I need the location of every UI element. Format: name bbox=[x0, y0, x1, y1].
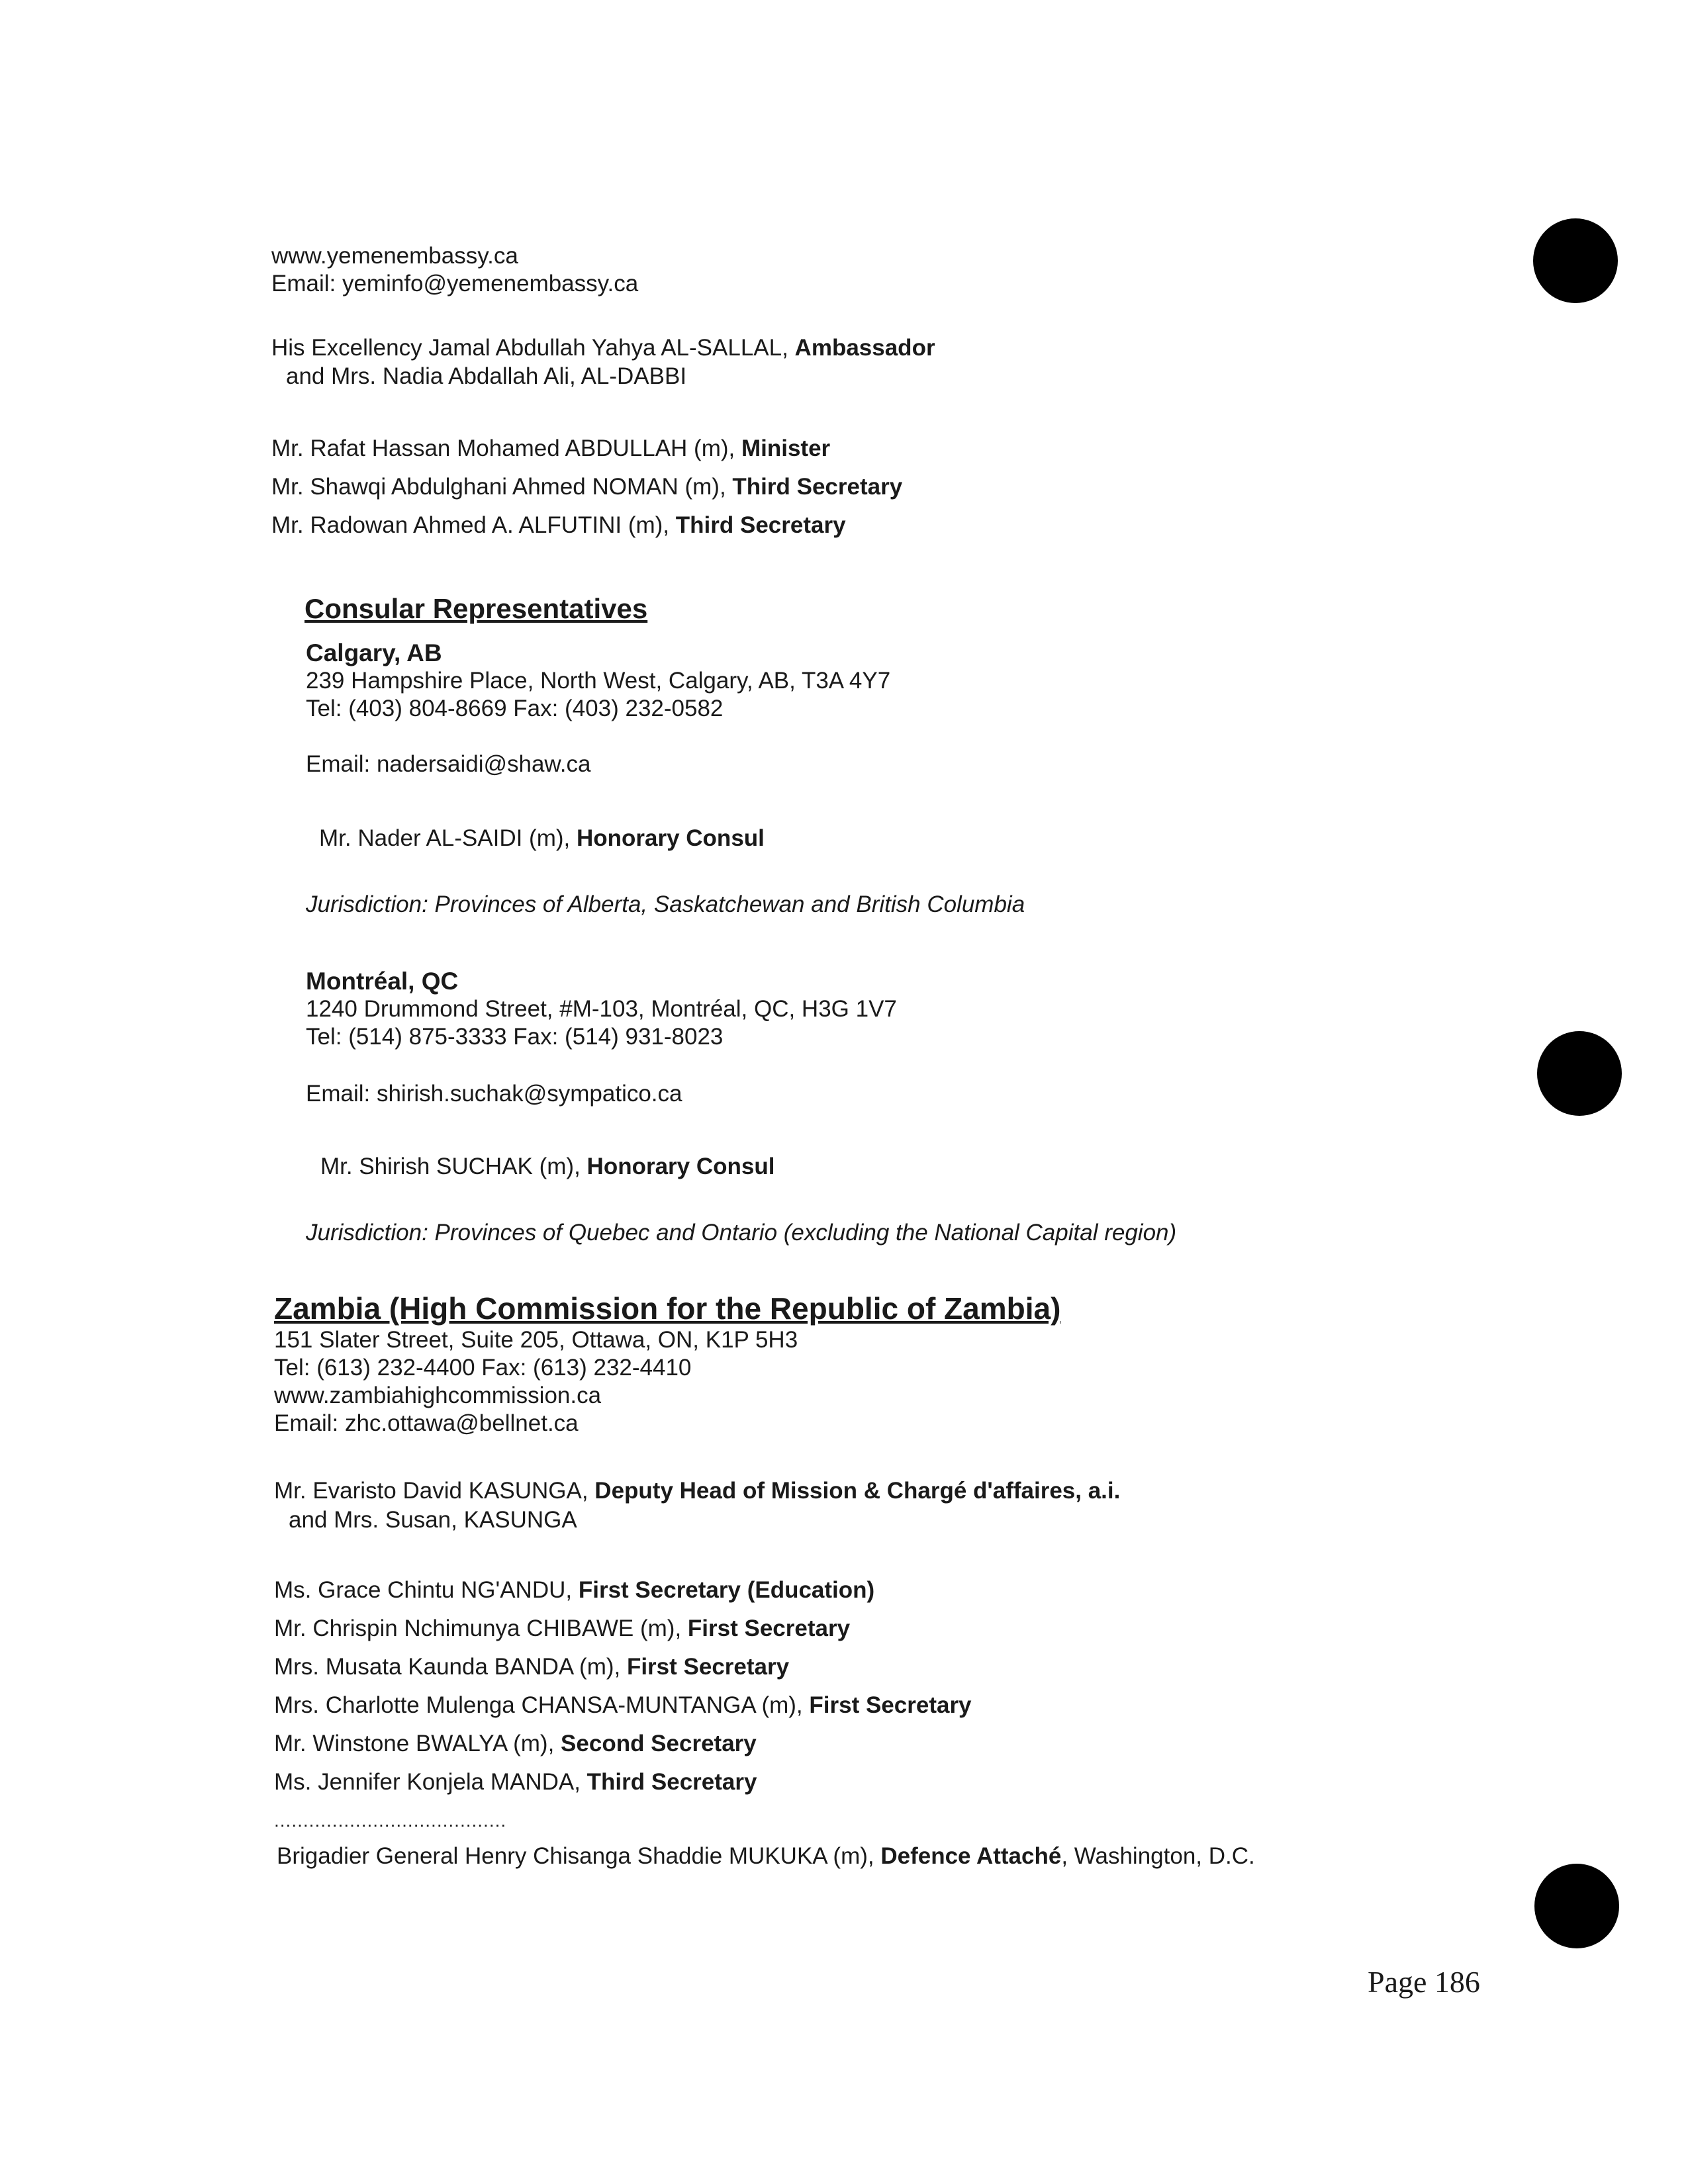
montreal-consul bbox=[320, 1153, 774, 1181]
person-name: Ms. Grace Chintu NG'ANDU, bbox=[274, 1577, 579, 1603]
person-title: First Secretary bbox=[687, 1615, 851, 1641]
person-name: Mr. Chrispin Nchimunya CHIBAWE (m), bbox=[274, 1615, 688, 1641]
zambia-staff-row bbox=[274, 1692, 972, 1719]
calgary-email: Email: nadersaidi@shaw.ca bbox=[306, 751, 591, 777]
punch-hole-middle bbox=[1537, 1031, 1622, 1116]
calgary-consul bbox=[319, 825, 765, 852]
zambia-staff-row bbox=[274, 1768, 757, 1796]
zambia-phone: Tel: (613) 232-4400 Fax: (613) 232-4410 bbox=[274, 1355, 692, 1381]
calgary-phone: Tel: (403) 804-8669 Fax: (403) 232-0582 bbox=[306, 696, 724, 721]
yemen-staff-row bbox=[271, 473, 902, 501]
zambia-website: www.zambiahighcommission.ca bbox=[274, 1383, 602, 1408]
yemen-staff-row bbox=[271, 512, 846, 539]
person-title: First Secretary bbox=[626, 1654, 790, 1680]
person-name: Mr. Evaristo David KASUNGA, bbox=[274, 1478, 595, 1504]
person-name: Mr. Rafat Hassan Mohamed ABDULLAH (m), bbox=[271, 435, 741, 461]
person-title: First Secretary (Education) bbox=[578, 1577, 875, 1603]
dotted-separator: ........................................ bbox=[274, 1810, 507, 1831]
person-name: Mr. Winstone BWALYA (m), bbox=[274, 1731, 561, 1756]
person-title: Defence Attaché bbox=[880, 1843, 1062, 1869]
montreal-phone: Tel: (514) 875-3333 Fax: (514) 931-8023 bbox=[306, 1024, 724, 1050]
person-title: Third Secretary bbox=[586, 1769, 757, 1795]
person-name: Mrs. Musata Kaunda BANDA (m), bbox=[274, 1654, 627, 1680]
zambia-address: 151 Slater Street, Suite 205, Ottawa, ON, K1P 5H3 bbox=[274, 1327, 798, 1353]
zambia-staff-row bbox=[274, 1615, 850, 1643]
calgary-address: 239 Hampshire Place, North West, Calgary, AB, T3A 4Y7 bbox=[306, 668, 891, 694]
person-title: Deputy Head of Mission & Chargé d'affaires, a.i. bbox=[594, 1478, 1121, 1504]
person-name: His Excellency Jamal Abdullah Yahya AL-SALLAL, bbox=[271, 335, 795, 361]
montreal-city: Montréal, QC bbox=[306, 968, 459, 995]
zambia-staff-row bbox=[274, 1730, 757, 1758]
person-name: Mr. Shawqi Abdulghani Ahmed NOMAN (m), bbox=[271, 474, 733, 500]
person-name: Mr. Nader AL-SAIDI (m), bbox=[319, 825, 577, 851]
person-title: First Secretary bbox=[809, 1692, 972, 1718]
person-name: Mr. Radowan Ahmed A. ALFUTINI (m), bbox=[271, 512, 676, 538]
zambia-head-spouse: and Mrs. Susan, KASUNGA bbox=[289, 1507, 577, 1533]
zambia-staff-row bbox=[274, 1576, 874, 1604]
yemen-ambassador-spouse: and Mrs. Nadia Abdallah Ali, AL-DABBI bbox=[286, 363, 687, 389]
person-name: Ms. Jennifer Konjela MANDA, bbox=[274, 1769, 587, 1795]
person-title: Minister bbox=[741, 435, 831, 461]
montreal-email: Email: shirish.suchak@sympatico.ca bbox=[306, 1081, 682, 1107]
montreal-jurisdiction: Jurisdiction: Provinces of Quebec and Ontario (excluding the National Capital region) bbox=[306, 1220, 1177, 1246]
person-name: Brigadier General Henry Chisanga Shaddie MUKUKA (m), bbox=[277, 1843, 881, 1869]
person-title: Honorary Consul bbox=[586, 1154, 775, 1179]
yemen-staff-row bbox=[271, 435, 830, 463]
person-name: Mrs. Charlotte Mulenga CHANSA-MUNTANGA (m), bbox=[274, 1692, 810, 1718]
person-location: , Washington, D.C. bbox=[1061, 1843, 1255, 1869]
montreal-address: 1240 Drummond Street, #M-103, Montréal, QC, H3G 1V7 bbox=[306, 996, 897, 1022]
zambia-defence-attache bbox=[277, 1843, 1255, 1870]
yemen-email: Email: yeminfo@yemenembassy.ca bbox=[271, 271, 639, 296]
person-title: Third Secretary bbox=[732, 474, 903, 500]
person-title: Third Secretary bbox=[675, 512, 846, 538]
zambia-staff-row bbox=[274, 1653, 789, 1681]
person-title: Ambassador bbox=[794, 335, 935, 361]
page-number: Page 186 bbox=[1368, 1965, 1480, 1999]
punch-hole-bottom bbox=[1534, 1864, 1619, 1948]
punch-hole-top bbox=[1533, 218, 1618, 303]
zambia-heading: Zambia (High Commission for the Republic of Zambia) bbox=[274, 1291, 1061, 1326]
zambia-head-of-mission bbox=[274, 1477, 1120, 1505]
person-title: Second Secretary bbox=[561, 1731, 757, 1756]
zambia-email: Email: zhc.ottawa@bellnet.ca bbox=[274, 1410, 579, 1436]
calgary-city: Calgary, AB bbox=[306, 639, 442, 666]
consular-heading: Consular Representatives bbox=[305, 593, 648, 624]
yemen-ambassador bbox=[271, 334, 935, 362]
yemen-website: www.yemenembassy.ca bbox=[271, 243, 518, 269]
person-name: Mr. Shirish SUCHAK (m), bbox=[320, 1154, 587, 1179]
calgary-jurisdiction: Jurisdiction: Provinces of Alberta, Saskatchewan and British Columbia bbox=[306, 891, 1025, 917]
person-title: Honorary Consul bbox=[576, 825, 765, 851]
